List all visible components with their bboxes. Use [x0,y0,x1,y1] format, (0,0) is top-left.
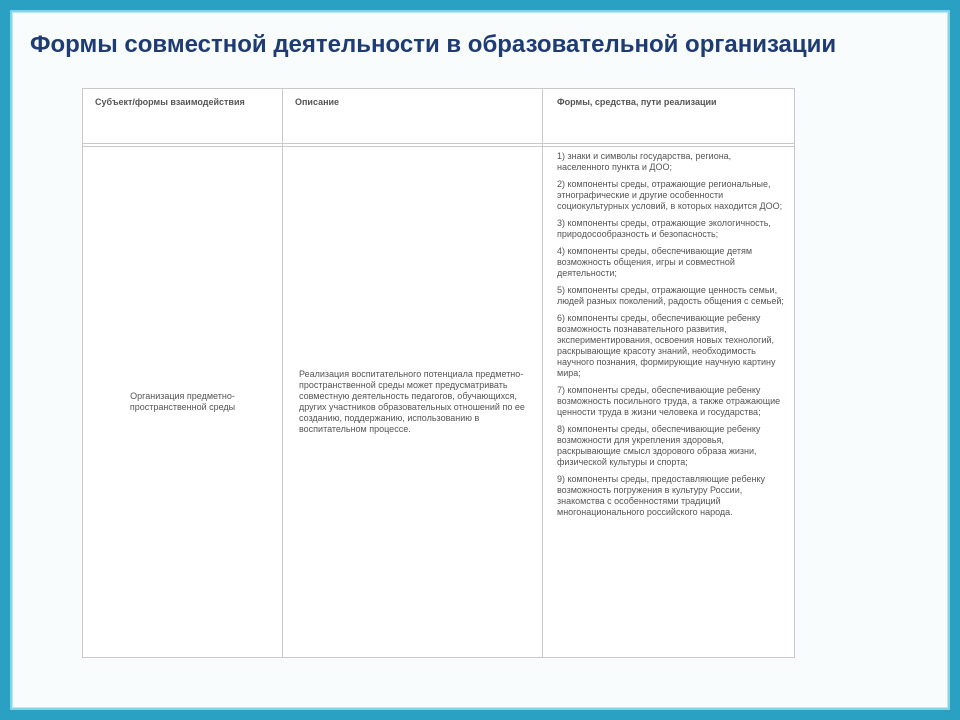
table-row [83,147,795,658]
cell-description: Реализация воспитательного потенциала предметно-пространственной среды может предусматривать совместную деятельность педагогов, обучающихся, других участников образовательных отношений по ее созданию, поддержанию, использованию в воспитательном процессе. [283,147,543,658]
cell-forms [543,147,795,658]
list-item: 9) компоненты среды, предоставляющие ребенку возможность погружения в культуру России, знакомства с особенностями традиций многонационального российского народа. [557,474,766,517]
header-subject: Субъект/формы взаимодействия [83,89,283,144]
list-item: 3) компоненты среды, отражающие экологичность, природосообразность и безопасность; [557,218,771,239]
list-item: 4) компоненты среды, обеспечивающие детям возможность общения, игры и совместной деятельности; [557,246,753,278]
table-header-row [83,89,795,144]
header-description: Описание [283,89,543,144]
slide-title: Формы совместной деятельности в образовательной организации [30,31,837,58]
list-item: 5) компоненты среды, отражающие ценность семьи, людей разных поколений, радость общения с семьей; [557,285,784,306]
list-item: 1) знаки и символы государства, региона, населенного пункта и ДОО; [557,151,732,172]
cell-subject: Организация предметно-пространственной среды [83,147,283,658]
list-item: 2) компоненты среды, отражающие региональные, этнографические и другие особенности социокультурных условий, в которых находится ДОО; [557,179,783,211]
list-item: 8) компоненты среды, обеспечивающие ребенку возможности для укрепления здоровья, раскрывающие смысл здорового образа жизни, физической культуры и спорта; [557,424,761,467]
list-item: 6) компоненты среды, обеспечивающие ребенку возможность познавательного развития, экспериментирования, освоения новых технологий, раскрывающие красоту знаний, необходимость научного познания, формирующие научную картину мира; [557,313,776,378]
list-item: 7) компоненты среды, обеспечивающие ребенку возможность посильного труда, а также отражающие ценности труда в жизни человека и государства; [557,385,781,417]
document-table [82,88,795,658]
header-forms: Формы, средства, пути реализации [543,89,795,144]
